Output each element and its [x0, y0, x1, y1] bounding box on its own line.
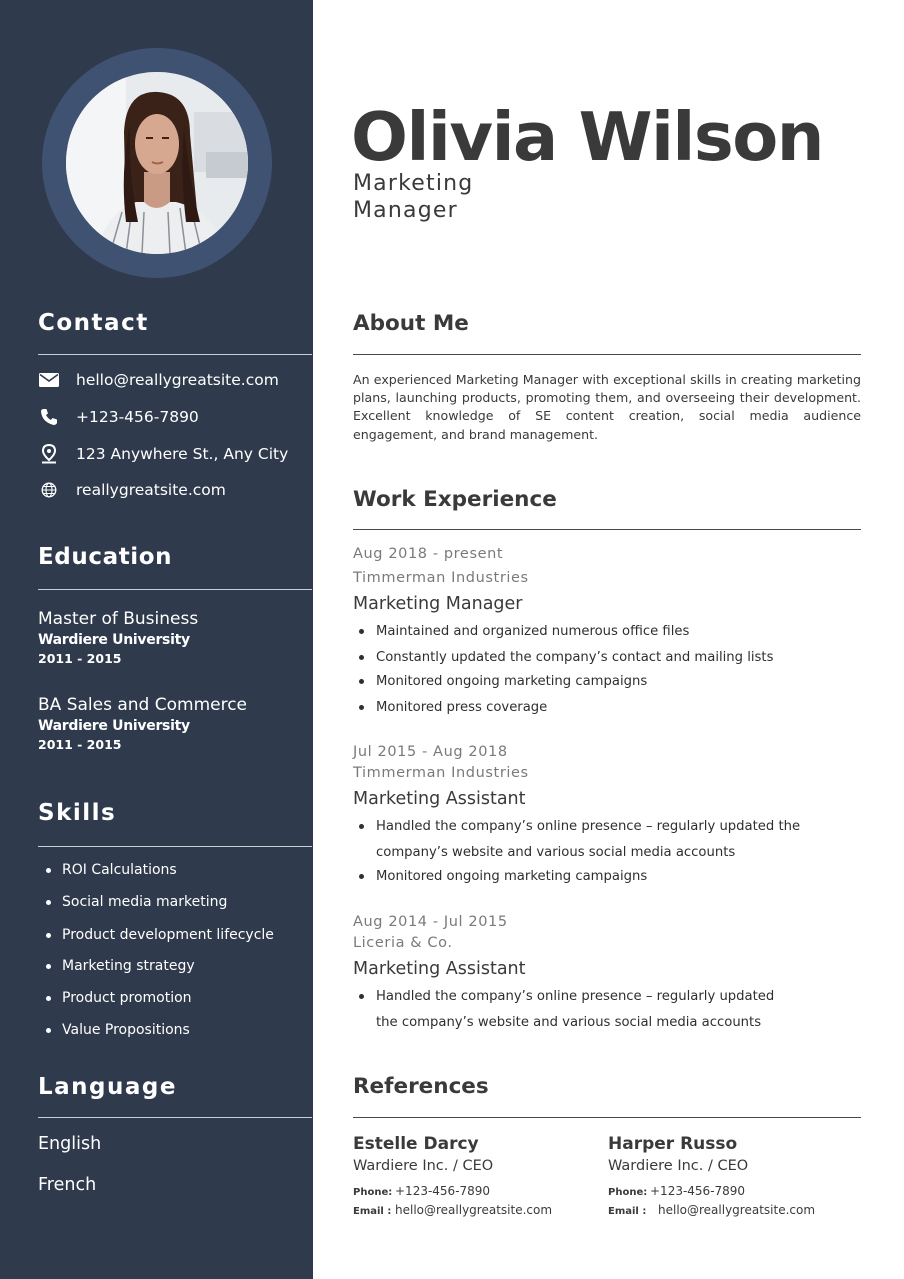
bullet-icon: [359, 655, 364, 660]
reference-email: [608, 1203, 858, 1217]
contact-website[interactable]: [38, 479, 226, 501]
skill-label: Value Propositions: [62, 1022, 190, 1038]
reference-phone: [353, 1184, 603, 1198]
about-divider: [353, 354, 861, 355]
reference-phone-value: +123-456-7890: [395, 1184, 491, 1198]
experience-divider: [353, 529, 861, 530]
profile-photo: [66, 72, 248, 254]
job-bullet-continuation: company’s website and various social media accounts: [376, 845, 736, 860]
contact-website-text: reallygreatsite.com: [76, 481, 226, 499]
contact-phone[interactable]: [38, 406, 199, 428]
reference-card: [608, 1134, 858, 1217]
contact-address: [38, 443, 288, 465]
contact-heading: Contact: [38, 310, 149, 336]
education-entry: [38, 695, 247, 752]
reference-org: Wardiere Inc. / CEO: [353, 1158, 494, 1174]
job-title: Marketing Assistant: [353, 959, 526, 979]
reference-email: [353, 1203, 603, 1217]
job-bullet-text: Monitored press coverage: [376, 700, 548, 715]
skill-item: [46, 1022, 190, 1038]
job-company: Timmerman Industries: [353, 765, 529, 781]
bullet-icon: [46, 933, 51, 938]
reference-name: Harper Russo: [608, 1134, 738, 1154]
job-bullet: [359, 819, 800, 834]
contact-email-text: hello@reallygreatsite.com: [76, 371, 279, 389]
contact-email[interactable]: [38, 369, 279, 391]
references-divider: [353, 1117, 861, 1118]
job-title: Marketing Manager: [353, 594, 523, 614]
about-heading: About Me: [353, 311, 469, 336]
skill-label: Social media marketing: [62, 894, 228, 910]
education-degree: BA Sales and Commerce: [38, 695, 248, 715]
skills-divider: [38, 846, 312, 847]
job-bullet: [359, 700, 547, 715]
about-text: An experienced Marketing Manager with exceptional skills in creating marketing plans, launching products, promoting them, and overseeing their development. Excellent knowledge of SE content creation, social media audience engagement, and brand management.: [353, 372, 861, 442]
job-bullet-text: Handled the company’s online presence – regularly updated: [376, 989, 775, 1004]
job-bullet: [359, 869, 647, 884]
reference-phone-label: Phone:: [608, 1187, 648, 1198]
skill-label: Marketing strategy: [62, 958, 195, 974]
reference-name: Estelle Darcy: [353, 1134, 479, 1154]
skill-item: [46, 927, 274, 943]
skill-item: [46, 894, 227, 910]
job-dates: Jul 2015 - Aug 2018: [353, 744, 508, 760]
bullet-icon: [46, 1028, 51, 1033]
skill-item: [46, 958, 195, 974]
education-school: Wardiere University: [38, 718, 190, 734]
profile-role: Marketing Manager: [353, 171, 474, 223]
reference-phone-label: Phone:: [353, 1187, 393, 1198]
job-bullet-text: Monitored ongoing marketing campaigns: [376, 674, 648, 689]
job-bullet-continuation: the company’s website and various social media accounts: [376, 1015, 762, 1030]
language-heading: Language: [38, 1074, 177, 1100]
education-degree: Master of Business: [38, 609, 199, 629]
reference-email-value: hello@reallygreatsite.com: [395, 1203, 553, 1217]
job-dates: Aug 2014 - Jul 2015: [353, 914, 508, 930]
reference-phone: [608, 1184, 858, 1198]
bullet-icon: [46, 868, 51, 873]
bullet-icon: [359, 824, 364, 829]
phone-icon: [38, 406, 60, 428]
bullet-icon: [46, 900, 51, 905]
job-bullet: [359, 624, 689, 639]
sidebar: [0, 0, 313, 1279]
language-divider: [38, 1117, 312, 1118]
skills-heading: Skills: [38, 800, 117, 826]
bullet-icon: [359, 874, 364, 879]
references-heading: References: [353, 1074, 489, 1099]
job-bullet-text: Constantly updated the company’s contact and mailing lists: [376, 650, 774, 665]
contact-address-text: 123 Anywhere St., Any City: [76, 445, 289, 463]
job-dates: Aug 2018 - present: [353, 546, 504, 562]
profile-name: Olivia Wilson: [351, 98, 824, 176]
bullet-icon: [46, 964, 51, 969]
education-heading: Education: [38, 544, 173, 570]
globe-icon: [38, 479, 60, 501]
skill-label: Product promotion: [62, 990, 192, 1006]
skill-label: Product development lifecycle: [62, 927, 274, 943]
job-title: Marketing Assistant: [353, 789, 526, 809]
job-bullet: [359, 650, 773, 665]
reference-phone-value: +123-456-7890: [650, 1184, 746, 1198]
education-divider: [38, 589, 312, 590]
experience-heading: Work Experience: [353, 487, 557, 512]
reference-email-label: Email :: [353, 1206, 392, 1217]
job-bullet: [359, 989, 774, 1004]
skill-label: ROI Calculations: [62, 862, 177, 878]
bullet-icon: [359, 705, 364, 710]
education-school: Wardiere University: [38, 632, 190, 648]
skill-item: [46, 990, 192, 1006]
skill-item: [46, 862, 177, 878]
bullet-icon: [46, 996, 51, 1001]
job-company: Timmerman Industries: [353, 570, 529, 586]
reference-email-value: hello@reallygreatsite.com: [658, 1203, 816, 1217]
bullet-icon: [359, 679, 364, 684]
job-bullet-text: Maintained and organized numerous office files: [376, 624, 690, 639]
map-pin-icon: [38, 443, 60, 465]
bullet-icon: [359, 629, 364, 634]
contact-phone-text: +123-456-7890: [76, 408, 199, 426]
bullet-icon: [359, 994, 364, 999]
education-entry: [38, 609, 198, 666]
language-item: French: [38, 1175, 97, 1195]
job-bullet-text: Monitored ongoing marketing campaigns: [376, 869, 648, 884]
education-years: 2011 - 2015: [38, 737, 122, 752]
envelope-icon: [38, 369, 60, 391]
reference-org: Wardiere Inc. / CEO: [608, 1158, 749, 1174]
reference-email-label: Email :: [608, 1206, 647, 1217]
language-item: English: [38, 1134, 102, 1154]
reference-card: [353, 1134, 603, 1217]
education-years: 2011 - 2015: [38, 651, 122, 666]
job-bullet-text: Handled the company’s online presence – regularly updated the: [376, 819, 801, 834]
contact-divider: [38, 354, 312, 355]
job-bullet: [359, 674, 647, 689]
job-company: Liceria & Co.: [353, 935, 453, 951]
